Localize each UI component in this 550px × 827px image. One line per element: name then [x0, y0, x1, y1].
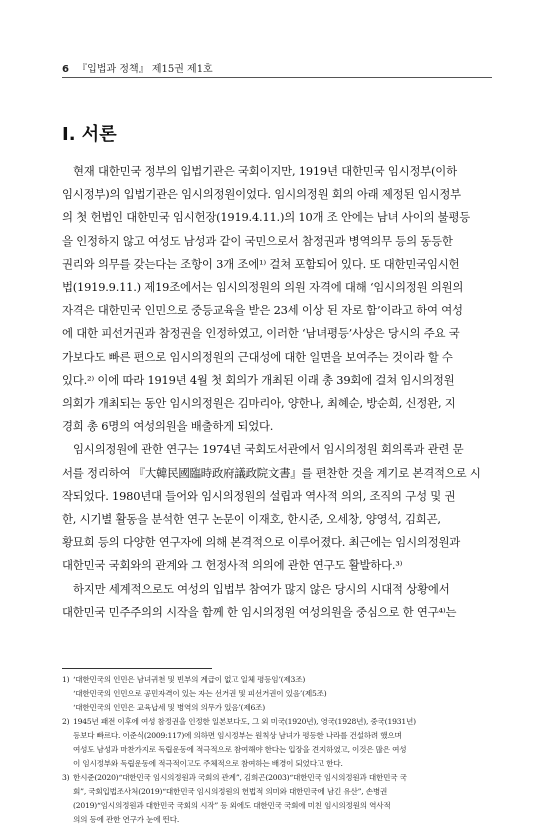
footnote-line: 등보다 빠르다. 이준식(2009:117)에 의하면 임시정부는 원칙상 남녀가 평등한 나라를 건설하려 했으며: [73, 731, 402, 740]
footnote-line: 여성도 남성과 마찬가지로 독립운동에 적극적으로 참여해야 한다는 입장을 견지하였고, 이것은 많은 여성: [73, 745, 407, 754]
text-line: 에 대한 피선거권과 참정권을 인정하였고, 이러한 ‘남녀평등’사상은 당시의 주요 국: [62, 326, 460, 341]
footnote-line: 한시준(2020)“대한민국 임시의정원과 국회의 관계”, 김희곤(2003)“대한민국 임시의정원과 대한민국 국: [73, 773, 407, 782]
footnote-number: 1): [62, 675, 70, 684]
body-text: [62, 160, 492, 624]
journal-title: 『입법과 정책』 제15권 제1호: [77, 64, 213, 75]
footnote-line: 의의 등에 관한 연구가 눈에 띈다.: [73, 815, 180, 824]
footnote-number: 2): [62, 717, 70, 726]
text-line: 황묘희 등의 다양한 연구자에 의해 본격적으로 이루어졌다. 최근에는 임시의정원과: [62, 535, 461, 550]
text-line: 의 첫 헌법인 대한민국 임시헌장(1919.4.11.)의 10개 조 안에는 남녀 사이의 불평등: [62, 210, 471, 225]
text-line: 한, 시기별 활동을 분석한 연구 논문이 이재호, 한시준, 오세창, 양영석, 김희곤,: [62, 512, 441, 527]
footnote-line: 이 임시정부와 독립운동에 적극적이고도 주체적으로 참여하는 배경이 되었다고 한다.: [73, 759, 343, 768]
text-line: 있다.²⁾ 이에 따라 1919년 4월 첫 회의가 개최된 이래 총 39회에 걸쳐 임시의정원: [62, 372, 455, 387]
text-line: 을 인정하지 않고 여성도 남성과 같이 국민으로서 참정권과 병역의무 등의 동등한: [62, 233, 453, 248]
text-line: 의회가 개최되는 동안 임시의정원은 김마리아, 양한나, 최혜순, 방순희, 신정완, 지: [62, 396, 456, 411]
footnote-line: ‘대한민국의 인민으로 공민자격이 있는 자는 선거권 및 피선거권이 있음’(제5조): [73, 689, 327, 698]
text-line: 자격은 대한민국 인민으로 중등교육을 받은 23세 이상 된 자로 함’이라고 하여 여성: [62, 303, 463, 318]
footnote-1: [62, 673, 492, 715]
text-line: 하지만 세계적으로도 여성의 입법부 참여가 많지 않은 당시의 시대적 상황에서: [73, 581, 450, 596]
footnotes: [62, 673, 492, 827]
footnote-number: 3): [62, 773, 70, 782]
footnote-line: ‘대한민국의 인민은 교육납세 및 병역의 의무가 있음’(제6조): [73, 703, 265, 712]
paragraph-3: [62, 578, 492, 624]
text-line: 법(1919.9.11.) 제19조에서는 임시의정원의 의원 자격에 대해 ‘임시의정원 의원의: [62, 280, 464, 295]
text-line: 대한민국 민주주의의 시작을 함께 한 임시의정원 여성의원을 중심으로 한 연구⁴⁾는: [62, 604, 457, 619]
footnote-2: [62, 715, 492, 771]
footnote-rule: [62, 668, 212, 669]
paragraph-1: [62, 160, 492, 438]
running-header: [62, 60, 492, 75]
text-line: 임시의정원에 관한 연구는 1974년 국회도서관에서 임시의정원 회의록과 관련 문: [73, 442, 464, 457]
text-line: 현재 대한민국 정부의 입법기관은 국회이지만, 1919년 대한민국 임시정부(이하: [73, 164, 457, 178]
header-rule: [62, 77, 492, 78]
text-line: 권리와 의무를 갖는다는 조항이 3개 조에¹⁾ 걸쳐 포함되어 있다. 또 대한민국임시헌: [62, 256, 460, 271]
footnote-line: ‘대한민국의 인민은 남녀귀천 및 빈부의 계급이 없고 일체 평등임’(제3조): [73, 675, 306, 684]
footnote-line: 1945년 패전 이후에 여성 참정권을 인정한 일본보다도, 그 외 미국(1920년), 영국(1928년), 중국(1931년): [73, 717, 416, 726]
text-line: 서를 정리하여 『大韓民國臨時政府議政院文書』를 편찬한 것을 계기로 본격적으로 시: [62, 465, 481, 480]
page-number: 6: [62, 64, 69, 75]
section-title: Ⅰ. 서론: [62, 124, 117, 145]
text-line: 경희 총 6명의 여성의원을 배출하게 되었다.: [62, 419, 274, 434]
paragraph-2: [62, 438, 492, 577]
text-line: 대한민국 국회와의 관계와 그 헌정사적 의의에 관한 연구도 활발하다.³⁾: [62, 558, 403, 573]
text-line: 가보다도 빠른 편으로 임시의정원의 근대성에 대한 일면을 보여주는 것이라 할 수: [62, 349, 453, 364]
footnote-3: [62, 771, 492, 827]
text-line: 임시정부)의 입법기관은 임시의정원이었다. 임시의정원 회의 아래 제정된 임시정부: [62, 187, 461, 202]
text-line: 작되었다. 1980년대 들어와 임시의정원의 설립과 역사적 의의, 조직의 구성 및 권: [62, 488, 456, 503]
footnote-line: 회”, 국회입법조사처(2019)“대한민국 임시의정원의 헌법적 의미와 대한민국에 남긴 유산”, 손병권: [73, 787, 388, 796]
footnote-line: (2019)“임시의정원과 대한민국 국회의 시작” 등 외에도 대한민국 국회에 미친 임시의정원의 역사적: [73, 801, 391, 810]
